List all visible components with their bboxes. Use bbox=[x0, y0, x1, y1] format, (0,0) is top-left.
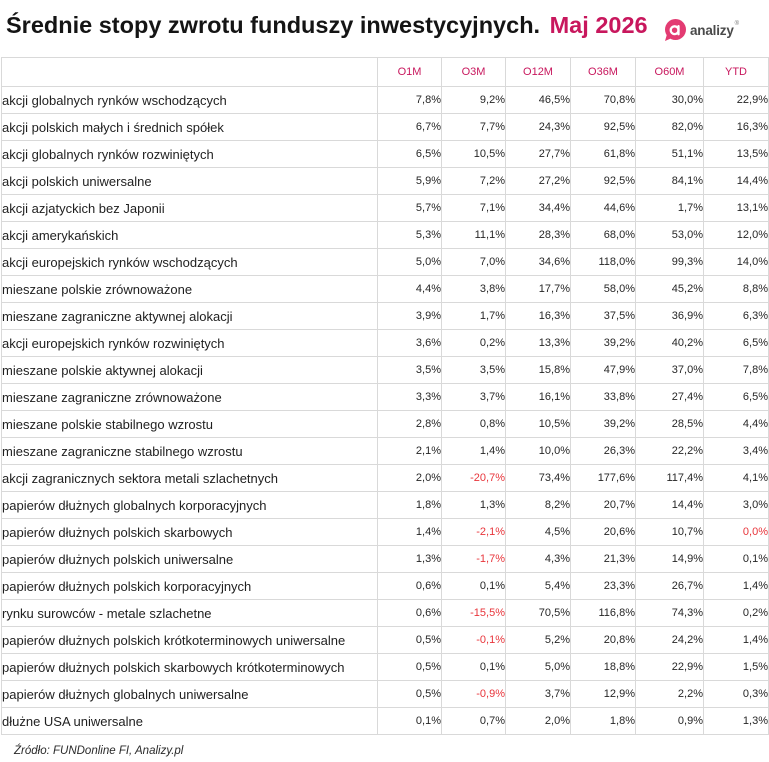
return-value-o12m: 4,5% bbox=[506, 519, 571, 546]
return-value-o36m: 61,8% bbox=[571, 141, 636, 168]
return-value-o60m: 22,9% bbox=[636, 654, 704, 681]
table-row bbox=[2, 708, 769, 735]
table-row bbox=[2, 681, 769, 708]
return-value-o3m: -2,1% bbox=[442, 519, 506, 546]
return-value-o60m: 10,7% bbox=[636, 519, 704, 546]
column-header-o1m: O1M bbox=[378, 58, 442, 87]
return-value-o36m: 58,0% bbox=[571, 276, 636, 303]
return-value-ytd: 6,3% bbox=[704, 303, 769, 330]
return-value-o36m: 33,8% bbox=[571, 384, 636, 411]
fund-category-label: papierów dłużnych polskich korporacyjnych bbox=[2, 573, 378, 600]
fund-category-label: akcji zagranicznych sektora metali szlachetnych bbox=[2, 465, 378, 492]
return-value-o12m: 16,3% bbox=[506, 303, 571, 330]
return-value-o12m: 5,2% bbox=[506, 627, 571, 654]
return-value-o36m: 68,0% bbox=[571, 222, 636, 249]
return-value-o36m: 39,2% bbox=[571, 411, 636, 438]
return-value-ytd: 0,3% bbox=[704, 681, 769, 708]
chart-title bbox=[6, 10, 648, 40]
fund-category-label: rynku surowców - metale szlachetne bbox=[2, 600, 378, 627]
analizy-logo-icon bbox=[663, 18, 687, 42]
return-value-o12m: 16,1% bbox=[506, 384, 571, 411]
return-value-ytd: 0,2% bbox=[704, 600, 769, 627]
return-value-ytd: 6,5% bbox=[704, 384, 769, 411]
fund-category-label: papierów dłużnych polskich uniwersalne bbox=[2, 546, 378, 573]
return-value-o1m: 2,1% bbox=[378, 438, 442, 465]
table-row bbox=[2, 303, 769, 330]
return-value-o1m: 6,5% bbox=[378, 141, 442, 168]
table-row bbox=[2, 330, 769, 357]
return-value-ytd: 14,4% bbox=[704, 168, 769, 195]
table-row bbox=[2, 627, 769, 654]
return-value-ytd: 16,3% bbox=[704, 114, 769, 141]
return-value-o12m: 34,4% bbox=[506, 195, 571, 222]
fund-category-label: akcji azjatyckich bez Japonii bbox=[2, 195, 378, 222]
return-value-o60m: 27,4% bbox=[636, 384, 704, 411]
return-value-o12m: 46,5% bbox=[506, 87, 571, 114]
return-value-o60m: 30,0% bbox=[636, 87, 704, 114]
return-value-o60m: 84,1% bbox=[636, 168, 704, 195]
return-value-ytd: 8,8% bbox=[704, 276, 769, 303]
return-value-o60m: 36,9% bbox=[636, 303, 704, 330]
column-header-ytd: YTD bbox=[704, 58, 769, 87]
fund-category-label: akcji polskich małych i średnich spółek bbox=[2, 114, 378, 141]
return-value-o3m: 9,2% bbox=[442, 87, 506, 114]
return-value-o60m: 0,9% bbox=[636, 708, 704, 735]
return-value-o1m: 0,5% bbox=[378, 627, 442, 654]
trademark-symbol: ® bbox=[734, 21, 740, 27]
return-value-o3m: 11,1% bbox=[442, 222, 506, 249]
return-value-ytd: 6,5% bbox=[704, 330, 769, 357]
return-value-o1m: 3,3% bbox=[378, 384, 442, 411]
return-value-o60m: 53,0% bbox=[636, 222, 704, 249]
table-row bbox=[2, 600, 769, 627]
source-note: Źródło: FUNDonline FI, Analizy.pl bbox=[14, 745, 184, 757]
return-value-o1m: 3,6% bbox=[378, 330, 442, 357]
return-value-o3m: 0,2% bbox=[442, 330, 506, 357]
table-row bbox=[2, 465, 769, 492]
return-value-o36m: 92,5% bbox=[571, 168, 636, 195]
column-header-o36m: O36M bbox=[571, 58, 636, 87]
table-row bbox=[2, 438, 769, 465]
return-value-o12m: 2,0% bbox=[506, 708, 571, 735]
return-value-o3m: 0,1% bbox=[442, 573, 506, 600]
fund-category-label: papierów dłużnych polskich skarbowych krótkoterminowych bbox=[2, 654, 378, 681]
return-value-o36m: 70,8% bbox=[571, 87, 636, 114]
return-value-o12m: 10,0% bbox=[506, 438, 571, 465]
return-value-o3m: -15,5% bbox=[442, 600, 506, 627]
return-value-o60m: 51,1% bbox=[636, 141, 704, 168]
return-value-o1m: 5,3% bbox=[378, 222, 442, 249]
return-value-o60m: 28,5% bbox=[636, 411, 704, 438]
return-value-o36m: 21,3% bbox=[571, 546, 636, 573]
return-value-o3m: 7,7% bbox=[442, 114, 506, 141]
return-value-o3m: 0,1% bbox=[442, 654, 506, 681]
return-value-o1m: 3,5% bbox=[378, 357, 442, 384]
return-value-o12m: 70,5% bbox=[506, 600, 571, 627]
return-value-o36m: 92,5% bbox=[571, 114, 636, 141]
return-value-o12m: 17,7% bbox=[506, 276, 571, 303]
return-value-o1m: 5,7% bbox=[378, 195, 442, 222]
table-row bbox=[2, 195, 769, 222]
return-value-o60m: 14,4% bbox=[636, 492, 704, 519]
fund-category-label: akcji globalnych rynków rozwiniętych bbox=[2, 141, 378, 168]
return-value-o3m: 7,0% bbox=[442, 249, 506, 276]
table-header-row bbox=[2, 58, 769, 87]
return-value-o60m: 1,7% bbox=[636, 195, 704, 222]
return-value-o3m: 7,1% bbox=[442, 195, 506, 222]
return-value-o36m: 20,7% bbox=[571, 492, 636, 519]
return-value-ytd: 13,5% bbox=[704, 141, 769, 168]
return-value-ytd: 1,4% bbox=[704, 627, 769, 654]
analizy-logo bbox=[663, 18, 739, 42]
return-value-o36m: 39,2% bbox=[571, 330, 636, 357]
title-text: Średnie stopy zwrotu funduszy inwestycyjnych. bbox=[6, 12, 541, 38]
return-value-o1m: 0,5% bbox=[378, 654, 442, 681]
table-row bbox=[2, 87, 769, 114]
return-value-o1m: 6,7% bbox=[378, 114, 442, 141]
return-value-ytd: 22,9% bbox=[704, 87, 769, 114]
return-value-o36m: 26,3% bbox=[571, 438, 636, 465]
fund-category-label: akcji polskich uniwersalne bbox=[2, 168, 378, 195]
return-value-o60m: 117,4% bbox=[636, 465, 704, 492]
return-value-o1m: 2,8% bbox=[378, 411, 442, 438]
fund-category-label: mieszane zagraniczne zrównoważone bbox=[2, 384, 378, 411]
return-value-o36m: 20,6% bbox=[571, 519, 636, 546]
return-value-ytd: 1,3% bbox=[704, 708, 769, 735]
return-value-ytd: 0,1% bbox=[704, 546, 769, 573]
fund-category-label: mieszane polskie stabilnego wzrostu bbox=[2, 411, 378, 438]
return-value-o60m: 45,2% bbox=[636, 276, 704, 303]
return-value-o60m: 24,2% bbox=[636, 627, 704, 654]
fund-category-label: mieszane zagraniczne stabilnego wzrostu bbox=[2, 438, 378, 465]
return-value-o36m: 1,8% bbox=[571, 708, 636, 735]
return-value-o1m: 1,4% bbox=[378, 519, 442, 546]
fund-category-label: papierów dłużnych polskich skarbowych bbox=[2, 519, 378, 546]
table-row bbox=[2, 546, 769, 573]
return-value-o60m: 2,2% bbox=[636, 681, 704, 708]
returns-table bbox=[1, 57, 769, 735]
return-value-o3m: 0,7% bbox=[442, 708, 506, 735]
return-value-o36m: 47,9% bbox=[571, 357, 636, 384]
table-row bbox=[2, 222, 769, 249]
return-value-ytd: 13,1% bbox=[704, 195, 769, 222]
return-value-o12m: 28,3% bbox=[506, 222, 571, 249]
return-value-o12m: 5,0% bbox=[506, 654, 571, 681]
return-value-o60m: 40,2% bbox=[636, 330, 704, 357]
return-value-o36m: 23,3% bbox=[571, 573, 636, 600]
return-value-ytd: 3,0% bbox=[704, 492, 769, 519]
return-value-o36m: 37,5% bbox=[571, 303, 636, 330]
return-value-o3m: 3,5% bbox=[442, 357, 506, 384]
return-value-o12m: 4,3% bbox=[506, 546, 571, 573]
return-value-ytd: 14,0% bbox=[704, 249, 769, 276]
table-row bbox=[2, 276, 769, 303]
fund-category-label: akcji europejskich rynków wschodzących bbox=[2, 249, 378, 276]
return-value-o3m: 3,7% bbox=[442, 384, 506, 411]
category-column-header bbox=[2, 58, 378, 87]
table-row bbox=[2, 357, 769, 384]
return-value-o12m: 73,4% bbox=[506, 465, 571, 492]
table-row bbox=[2, 411, 769, 438]
return-value-o1m: 3,9% bbox=[378, 303, 442, 330]
return-value-o3m: 1,7% bbox=[442, 303, 506, 330]
table-row bbox=[2, 384, 769, 411]
return-value-o36m: 177,6% bbox=[571, 465, 636, 492]
fund-category-label: akcji globalnych rynków wschodzących bbox=[2, 87, 378, 114]
return-value-ytd: 0,0% bbox=[704, 519, 769, 546]
fund-category-label: mieszane polskie aktywnej alokacji bbox=[2, 357, 378, 384]
return-value-ytd: 4,4% bbox=[704, 411, 769, 438]
return-value-o1m: 1,8% bbox=[378, 492, 442, 519]
return-value-o3m: 7,2% bbox=[442, 168, 506, 195]
fund-category-label: papierów dłużnych globalnych korporacyjnych bbox=[2, 492, 378, 519]
return-value-ytd: 4,1% bbox=[704, 465, 769, 492]
return-value-o3m: 1,4% bbox=[442, 438, 506, 465]
table-row bbox=[2, 114, 769, 141]
fund-category-label: akcji amerykańskich bbox=[2, 222, 378, 249]
return-value-o60m: 82,0% bbox=[636, 114, 704, 141]
table-body bbox=[2, 87, 769, 735]
return-value-o36m: 20,8% bbox=[571, 627, 636, 654]
return-value-o36m: 44,6% bbox=[571, 195, 636, 222]
return-value-o36m: 18,8% bbox=[571, 654, 636, 681]
logo-wordmark: analizy bbox=[690, 22, 734, 38]
return-value-o3m: 10,5% bbox=[442, 141, 506, 168]
fund-category-label: papierów dłużnych globalnych uniwersalne bbox=[2, 681, 378, 708]
return-value-o12m: 15,8% bbox=[506, 357, 571, 384]
return-value-o12m: 27,7% bbox=[506, 141, 571, 168]
return-value-o36m: 12,9% bbox=[571, 681, 636, 708]
return-value-o3m: -0,1% bbox=[442, 627, 506, 654]
return-value-o1m: 0,5% bbox=[378, 681, 442, 708]
return-value-ytd: 1,4% bbox=[704, 573, 769, 600]
return-value-o1m: 0,1% bbox=[378, 708, 442, 735]
return-value-o12m: 13,3% bbox=[506, 330, 571, 357]
fund-category-label: mieszane zagraniczne aktywnej alokacji bbox=[2, 303, 378, 330]
return-value-o60m: 37,0% bbox=[636, 357, 704, 384]
fund-category-label: mieszane polskie zrównoważone bbox=[2, 276, 378, 303]
fund-category-label: akcji europejskich rynków rozwiniętych bbox=[2, 330, 378, 357]
column-header-o3m: O3M bbox=[442, 58, 506, 87]
table-row bbox=[2, 249, 769, 276]
return-value-o60m: 74,3% bbox=[636, 600, 704, 627]
table-row bbox=[2, 141, 769, 168]
return-value-o1m: 7,8% bbox=[378, 87, 442, 114]
return-value-ytd: 7,8% bbox=[704, 357, 769, 384]
return-value-o1m: 5,0% bbox=[378, 249, 442, 276]
return-value-o1m: 1,3% bbox=[378, 546, 442, 573]
return-value-o12m: 5,4% bbox=[506, 573, 571, 600]
return-value-ytd: 12,0% bbox=[704, 222, 769, 249]
return-value-o12m: 8,2% bbox=[506, 492, 571, 519]
title-date: Maj 2026 bbox=[549, 12, 648, 38]
return-value-o1m: 0,6% bbox=[378, 600, 442, 627]
return-value-o60m: 14,9% bbox=[636, 546, 704, 573]
return-value-o3m: 1,3% bbox=[442, 492, 506, 519]
table-row bbox=[2, 519, 769, 546]
return-value-o3m: -0,9% bbox=[442, 681, 506, 708]
return-value-ytd: 3,4% bbox=[704, 438, 769, 465]
column-header-o60m: O60M bbox=[636, 58, 704, 87]
column-header-o12m: O12M bbox=[506, 58, 571, 87]
return-value-o1m: 0,6% bbox=[378, 573, 442, 600]
return-value-o36m: 116,8% bbox=[571, 600, 636, 627]
return-value-o1m: 5,9% bbox=[378, 168, 442, 195]
return-value-o3m: 0,8% bbox=[442, 411, 506, 438]
table-row bbox=[2, 654, 769, 681]
fund-category-label: papierów dłużnych polskich krótkoterminowych uniwersalne bbox=[2, 627, 378, 654]
return-value-o60m: 22,2% bbox=[636, 438, 704, 465]
return-value-o12m: 24,3% bbox=[506, 114, 571, 141]
return-value-o36m: 118,0% bbox=[571, 249, 636, 276]
fund-category-label: dłużne USA uniwersalne bbox=[2, 708, 378, 735]
return-value-ytd: 1,5% bbox=[704, 654, 769, 681]
return-value-o1m: 2,0% bbox=[378, 465, 442, 492]
return-value-o12m: 10,5% bbox=[506, 411, 571, 438]
return-value-o3m: -1,7% bbox=[442, 546, 506, 573]
return-value-o12m: 3,7% bbox=[506, 681, 571, 708]
return-value-o1m: 4,4% bbox=[378, 276, 442, 303]
table-row bbox=[2, 492, 769, 519]
return-value-o3m: -20,7% bbox=[442, 465, 506, 492]
table-row bbox=[2, 168, 769, 195]
table-header bbox=[2, 58, 769, 87]
return-value-o12m: 27,2% bbox=[506, 168, 571, 195]
return-value-o60m: 99,3% bbox=[636, 249, 704, 276]
return-value-o60m: 26,7% bbox=[636, 573, 704, 600]
return-value-o12m: 34,6% bbox=[506, 249, 571, 276]
return-value-o3m: 3,8% bbox=[442, 276, 506, 303]
table-row bbox=[2, 573, 769, 600]
